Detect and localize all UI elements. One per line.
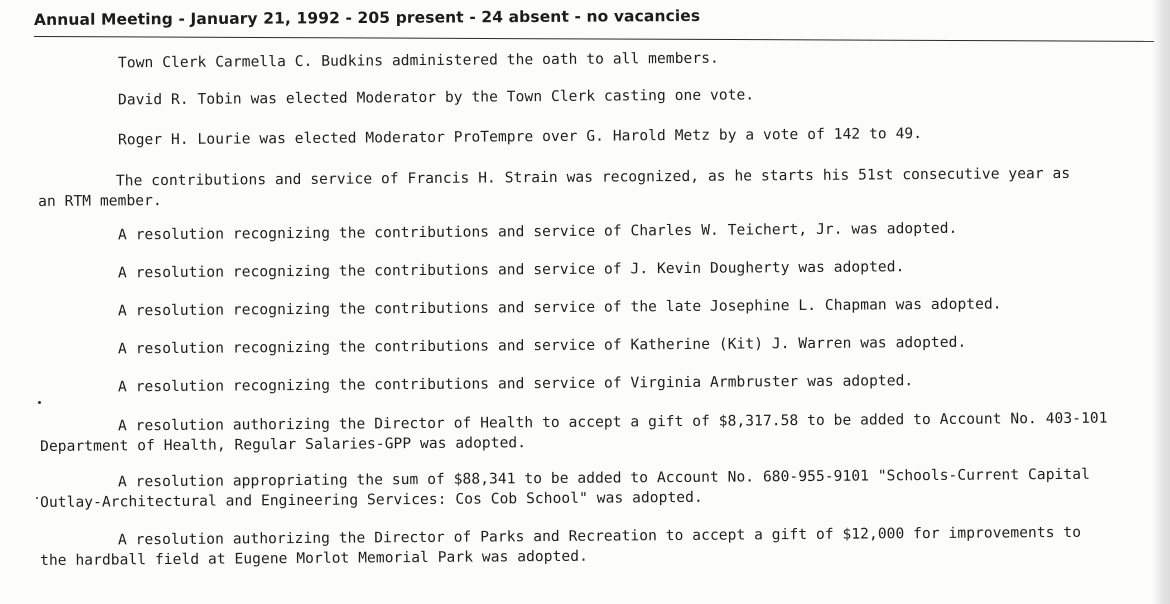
paragraph-line: A resolution recognizing the contributions and service of Charles W. Teichert, Jr. was adopted. [117,219,958,244]
meeting-heading: Annual Meeting - January 21, 1992 - 205 present - 24 absent - no vacancies [33,6,701,29]
paragraph-line: Town Clerk Carmella C. Budkins administered the oath to all members. [117,49,719,72]
scan-speck [38,401,41,404]
paragraph-line: A resolution recognizing the contributions and service of J. Kevin Dougherty was adopted. [117,258,905,282]
paragraph-line: A resolution recognizing the contributions and service of Virginia Armbruster was adopted. [117,372,914,396]
paragraph-oath [40,49,719,74]
paragraph-armbruster [40,371,913,398]
paragraph-line: Outlay-Architectural and Engineering Services: Cos Cob School" was adopted. [40,488,703,511]
paragraph-protempre [40,124,922,151]
scan-edge-shadow [1152,0,1170,604]
paragraph-chapman [40,294,1002,322]
paragraph-line: the hardball field at Eugene Morlot Memorial Park was adopted. [40,547,588,569]
paragraph-line: David R. Tobin was elected Moderator by the Town Clerk casting one vote. [117,86,755,109]
paragraph-dougherty [40,257,905,284]
paragraph-line: A resolution authorizing the Director of Health to accept a gift of $8,317.58 to be added to Account No. 403-101 [117,409,1108,435]
paragraph-strain [38,164,1071,212]
paragraph-line: an RTM member. [38,192,162,210]
paragraph-line: The contributions and service of Francis H. Strain was recognized, as he starts his 51st consecutive year as [115,164,1071,190]
paragraph-teichert [40,219,958,246]
scan-speck [36,497,38,499]
paragraph-line: A resolution authorizing the Director of Parks and Recreation to accept a gift of $12,000 for improvements to [117,523,1082,549]
paragraph-warren [40,333,966,360]
paragraph-appropriation [40,465,1090,513]
paragraph-line: A resolution recognizing the contributions and service of the late Josephine L. Chapman was adopted. [117,295,1002,320]
heading-underline [34,36,1154,42]
paragraph-health-gift [40,409,1108,457]
paragraph-line: Roger H. Lourie was elected Moderator ProTempre over G. Harold Metz by a vote of 142 to 49. [117,125,923,149]
paragraph-moderator [40,85,754,111]
paragraph-line: A resolution appropriating the sum of $88,341 to be added to Account No. 680-955-9101 "Schools-Current Capital [117,465,1090,491]
paragraph-parks-gift [40,523,1081,571]
paragraph-line: Department of Health, Regular Salaries-GPP was adopted. [40,434,527,455]
paragraph-line: A resolution recognizing the contributions and service of Katherine (Kit) J. Warren was adopted. [117,333,967,358]
